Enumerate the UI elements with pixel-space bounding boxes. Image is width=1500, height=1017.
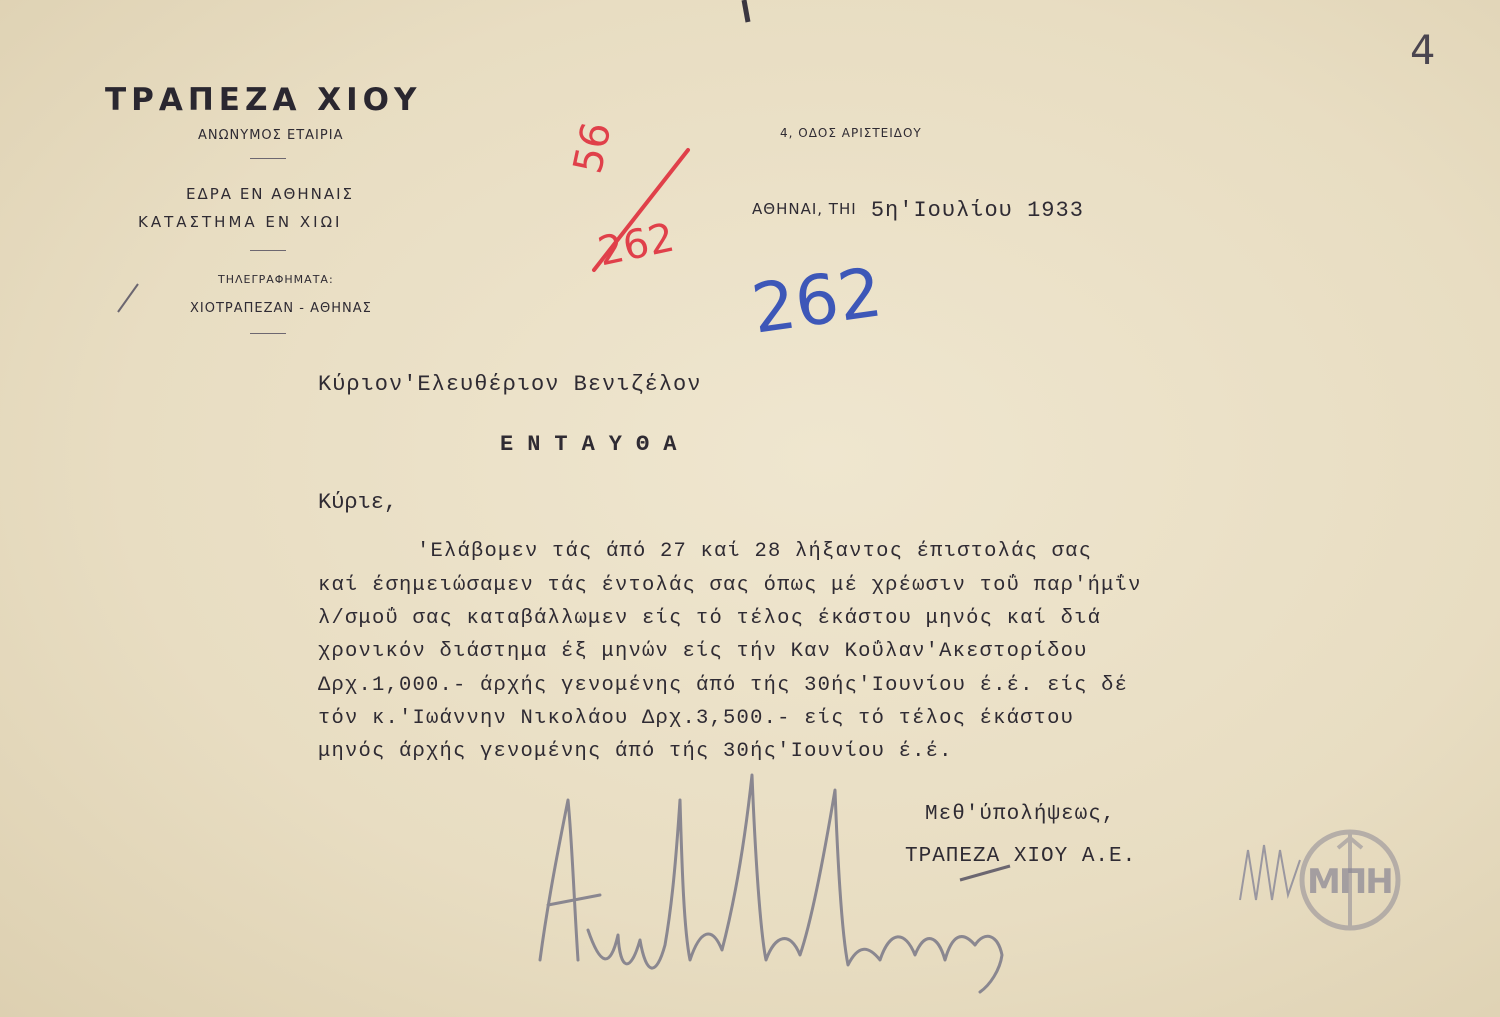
blue-mark: 262 (747, 253, 887, 350)
street-address: 4, ΟΔΟΣ ΑΡΙΣΤΕΙΔΟΥ (780, 126, 922, 140)
paper-tear (744, 0, 748, 22)
telegrams-address: ΧΙΟΤΡΑΠΕΖΑΝ - ΑΘΗΝΑΣ (190, 301, 372, 316)
stamp-text: ΜΠΗ (1307, 862, 1392, 902)
date-prefix: ΑΘΗΝΑΙ, ΤΗΙ (752, 200, 857, 218)
seat-line: ΕΔΡΑ ΕΝ ΑΘΗΝΑΙΣ (186, 185, 355, 203)
greeting: Κύριε, (318, 490, 398, 515)
body-line: λ/σμοΰ σας καταβάλλωμεν είς τό τέλος έκάστου μηνός καί διά (318, 607, 1102, 630)
signature (540, 775, 1002, 992)
signatory: ΤΡΑΠΕΖΑ ΧΙΟΥ Α.Ε. (905, 845, 1137, 868)
pencil-tick-mark (118, 284, 138, 312)
body-line: χρονικόν διάστημα έξ μηνών είς τήν Καν Κοΰλαν'Ακεστορίδου (318, 640, 1088, 663)
red-slash-mark (594, 150, 688, 270)
pencil-dash-mark (960, 866, 1010, 880)
folio-number: 4 (1410, 28, 1436, 74)
letter-date: 5η'Ιουλίου 1933 (870, 198, 1084, 223)
addressee: Κύριον'Ελευθέριον Βενιζέλον (318, 372, 702, 397)
pencil-scribble (1240, 845, 1300, 900)
red-mark-bottom: 262 (594, 214, 679, 276)
red-mark-top: 56 (565, 118, 621, 178)
body-line: 'Ελάβομεν τάς άπό 27 καί 28 λήξαντος έπιστολάς σας (417, 540, 1093, 563)
closing: Μεθ'ύπολήψεως, (925, 803, 1116, 826)
branch-line: ΚΑΤΑΣΤΗΜΑ ΕΝ ΧΙΩΙ (138, 213, 343, 231)
telegrams-label: ΤΗΛΕΓΡΑΦΗΜΑΤΑ: (218, 273, 334, 286)
body-line: μηνός άρχής γενομένης άπό τής 30ής'Ιουνίου έ.έ. (318, 740, 953, 763)
location-line: ΕΝΤΑΥΘΑ (500, 432, 691, 457)
body-line: Δρχ.1,000.- άρχής γενομένης άπό τής 30ής'Ιουνίου έ.έ. είς δέ (318, 674, 1129, 697)
bank-name: ΤΡΑΠΕΖΑ ΧΙΟΥ (105, 82, 422, 118)
body-line: καί έσημειώσαμεν τάς έντολάς σας όπως μέ χρέωσιν τοΰ παρ'ήμΐν (318, 574, 1142, 597)
body-line: τόν κ.'Ιωάννην Νικολάου Δρχ.3,500.- είς τό τέλος έκάστου (318, 707, 1075, 730)
company-type: ΑΝΩΝΥΜΟΣ ΕΤΑΙΡΙΑ (198, 128, 344, 143)
